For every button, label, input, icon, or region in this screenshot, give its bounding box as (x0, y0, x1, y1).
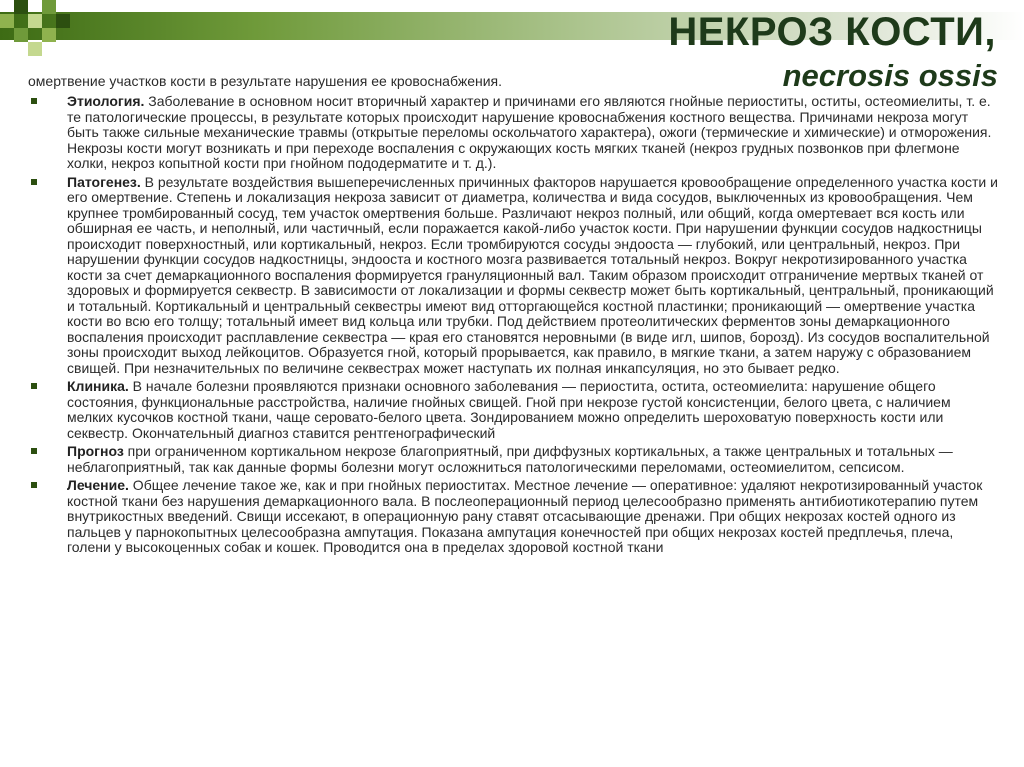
latin-title: necrosis ossis (782, 58, 998, 93)
slide-title: НЕКРОЗ КОСТИ, (668, 10, 996, 54)
square-bullet-icon (31, 448, 37, 454)
section-treatment (28, 478, 998, 556)
square-bullet-icon (31, 98, 37, 104)
section-term: Лечение. (67, 477, 129, 493)
square-bullet-icon (31, 482, 37, 488)
section-text: В начале болезни проявляются признаки основного заболевания — периостита, остита, остеомиелита: нарушение общего состояния, функциональные расстройства, наличие гнойных свищей. Гной при некрозе густой консистенции, белого цвета, с наличием мелких кусочков костной ткани, чаще серовато-белого цвета. Зондированием можно определить шероховатую поверхность кости или секвестр. Окончательный диагноз ставится рентгенографический (67, 378, 951, 441)
square-bullet-icon (31, 179, 37, 185)
section-term: Этиология. (67, 93, 145, 109)
section-clinic (28, 379, 998, 441)
sections-list (28, 94, 998, 559)
definition-text: омертвение участков кости в результате нарушения ее кровоснабжения. (28, 73, 503, 89)
section-prognosis (28, 444, 998, 475)
section-etiology (28, 94, 998, 172)
section-text: Общее лечение такое же, как и при гнойных периоститах. Местное лечение — оперативное: удаляют некротизированный участок костной ткани без нарушения демаркационного вала. В послеоперационный период целесообразно применять антибиотикотерапию путем внутрикостных введений. Свищи иссекают, в операционную рану ставят отсасывающие дренажи. При общих некрозах костей одного из пальцев у парнокопытных целесообразна ампутация. Показана ампутация конечностей при общих некрозах костей предплечья, плеча, голени у высокоценных собак и кошек. Проводится она в пределах здоровой костной ткани (67, 477, 983, 555)
section-pathogenesis (28, 175, 998, 377)
section-term: Патогенез. (67, 173, 141, 190)
section-term: Прогноз (67, 443, 124, 459)
square-bullet-icon (31, 383, 37, 389)
section-text: В результате воздействия вышеперечисленных причинных факторов нарушается кровообращение определенного участка кости и его омертвение. Степень и локализация некроза зависит от диаметра, количества и вида сосудов, выключенных из кровообращения. Чем крупнее тромбированный сосуд, тем участок омертвения больше. Различают некроз полный, или общий, когда омертевает вся кость или обширная ее часть, и неполный, или частичный, если поражается какой-либо участок кости. При нарушении функции сосудов надкостницы происходит поверхностный, или кортикальный, некроз. Если тромбируются сосуды эндооста — глубокий, или центральный, некроз. При нарушении функции сосудов надкостницы, эндооста и костного мозга развивается тотальный некроз. Вокруг некротизированного участка кости за счет демаркационного воспаления формируется грануляционный вал. Таким образом происходит отграничение мертвых тканей от здоровых и формируется секвестр. В зависимости от локализации и формы секвестр может быть кортикальный, центральный, проникающий и тотальный. Кортикальный и центральный секвестры имеют вид отторгающейся костной пластинки; проникающий — омертвение участка кости во всю его толщу; тотальный имеет вид кольца или трубки. Под действием протеолитических ферментов зоны демаркационного воспаления происходит расплавление секвестра — края его становятся неровными (в виде игл, шипов, борозд). Из сосудов воспалительной зоны происходит выход лейкоцитов. Образуется гной, который прорывается, как правило, в мягкие ткани, а затем наружу с образованием свищей. При незначительных по величине секвестрах может наступать их полная инкапсуляция, но это бывает редко. (67, 173, 998, 376)
corner-decoration (0, 0, 90, 60)
section-text: при ограниченном кортикальном некрозе благоприятный, при диффузных кортикальных, а также центральных и тотальных — неблагоприятный, так как данные формы болезни могут осложниться патологическими переломами, остеомиелитом, сепсисом. (67, 443, 953, 475)
section-text: Заболевание в основном носит вторичный характер и причинами его являются гнойные периоститы, оститы, остеомиелиты, т. е. те патологические процессы, в результате которых происходит нарушение кровоснабжения костного вещества. Причинами некроза могут быть также сильные механические травмы (открытые переломы оскольчатого характера), ожоги (термические и химические) и отморожения. Некрозы кости могут возникать и при переходе воспаления с окружающих кость мягких тканей (некроз грудных позвонков при флегмоне холки, некроз копытной кости при гнойном пододерматите и т. д.). (67, 93, 992, 171)
section-term: Клиника. (67, 378, 129, 394)
